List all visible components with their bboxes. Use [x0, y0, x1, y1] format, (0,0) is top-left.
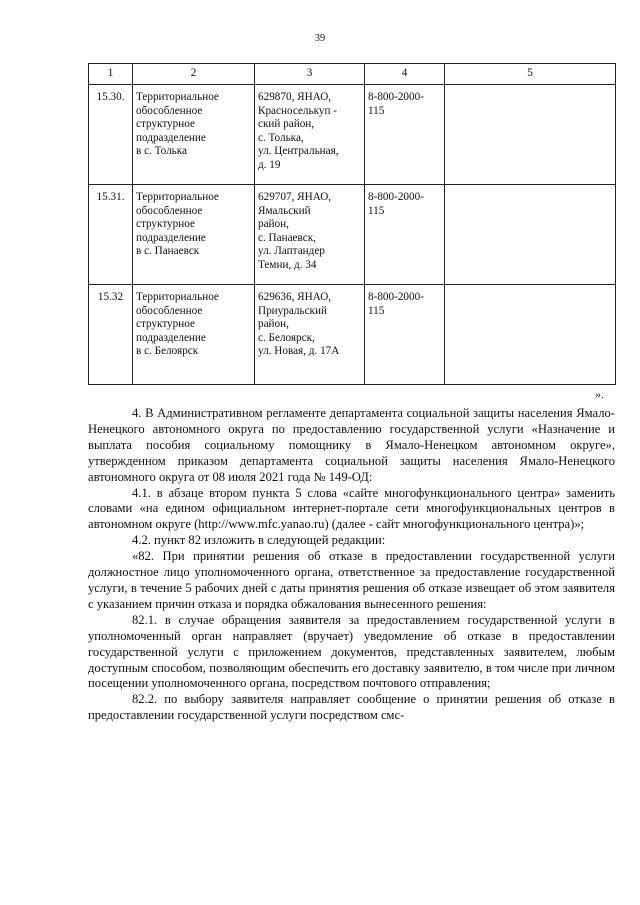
cell-line: Красноселькуп - — [258, 104, 337, 117]
cell-line: 8-800-2000- — [368, 191, 424, 203]
column-header: 1 — [89, 64, 133, 85]
cell-line: обособленное — [136, 204, 203, 217]
table-row — [89, 85, 616, 185]
cell-line: ул. Центральная, — [258, 145, 339, 158]
cell-line: Ямальский — [258, 204, 311, 217]
office-address-cell — [255, 85, 365, 185]
cell-line: 115 — [368, 204, 385, 217]
office-address-cell — [255, 185, 365, 285]
table-header-row — [89, 64, 616, 85]
column-header: 3 — [255, 64, 365, 85]
paragraph: 4.2. пункт 82 изложить в следующей редакции: — [132, 533, 386, 548]
office-phone-cell — [365, 185, 445, 285]
office-address-cell — [255, 285, 365, 385]
cell-line: с. Панаевск, — [258, 231, 316, 244]
cell-line: структурное — [136, 218, 195, 231]
office-name-cell — [133, 185, 255, 285]
cell-line: Территориальное — [136, 291, 219, 303]
column-5-cell — [445, 85, 616, 185]
cell-line: структурное — [136, 318, 195, 331]
paragraph: «82. При принятии решения об отказе в предоставлении государственной услуги должностное лицо уполномоченного органа, ответственное за предоставление государственной услуги, в течение 5 рабочих дней с даты принятия решения об отказе извещает об этом заявителя с указанием причин отказа и порядка обжалования вынесенного решения: — [88, 549, 615, 611]
cell-line: подразделение — [136, 331, 206, 344]
paragraph: 4.1. в абзаце втором пункта 5 слова «сайте многофункционального центра» заменить словами «на едином официальном интернет-портале сети многофункциональных центров в автономном округе (http://www.mfc.yanao.ru) (далее - сайт многофункционального центра)»; — [88, 485, 615, 532]
cell-line: Темни, д. 34 — [258, 258, 317, 271]
cell-line: ул. Новая, д. 17А — [258, 345, 340, 358]
table-body — [89, 85, 616, 385]
cell-line: д. 19 — [258, 158, 281, 171]
cell-line: 8-800-2000- — [368, 91, 424, 103]
cell-line: в с. Белоярск — [136, 345, 199, 358]
cell-line: Территориальное — [136, 91, 219, 103]
cell-line: 629870, ЯНАО, — [258, 91, 332, 103]
office-name-cell — [133, 285, 255, 385]
table-row — [89, 285, 616, 385]
cell-line: район, — [258, 218, 289, 231]
column-header: 5 — [445, 64, 616, 85]
cell-line: подразделение — [136, 131, 206, 144]
cell-line: 8-800-2000- — [368, 291, 424, 303]
cell-line: Территориальное — [136, 191, 219, 203]
paragraph: 4. В Административном регламенте департамента социальной защиты населения Ямало-Ненецкого автономного округа по предоставлению государственной услуги «Назначение и выплата пособия социальному помощнику в Ямало-Ненецком автономном округе», утвержденном приказом департамента социальной защиты населения Ямало-Ненецкого автономного округа от 08 июля 2021 года № 149-ОД: — [88, 406, 615, 484]
table-row — [89, 185, 616, 285]
column-5-cell — [445, 185, 616, 285]
row-number-cell: 15.30. — [89, 85, 133, 185]
cell-line: ул. Лаптандер — [258, 245, 325, 258]
cell-line: структурное — [136, 118, 195, 131]
office-phone-cell — [365, 285, 445, 385]
cell-line: Приуральский — [258, 304, 327, 317]
offices-table — [88, 63, 616, 385]
office-phone-cell — [365, 85, 445, 185]
closing-quote-mark: ». — [595, 387, 604, 401]
paragraph: 82.1. в случае обращения заявителя за предоставлением государственной услуги в уполномоченный орган направляет (вручает) уведомление об отказе в предоставлении государственной услуги с приложением документов, представленных заявителем, любым доступным способом, позволяющим обеспечить его доставку заявителю, в том числе при личном посещении уполномоченного органа, посредством почтового отправления; — [88, 612, 615, 691]
cell-line: обособленное — [136, 304, 203, 317]
column-5-cell — [445, 285, 616, 385]
cell-line: подразделение — [136, 231, 206, 244]
cell-line: 629707, ЯНАО, — [258, 191, 332, 203]
cell-line: 115 — [368, 304, 385, 317]
cell-line: обособленное — [136, 104, 203, 117]
cell-line: район, — [258, 318, 289, 331]
cell-line: с. Толька, — [258, 131, 304, 144]
cell-line: 629636, ЯНАО, — [258, 291, 332, 303]
row-number-cell: 15.31. — [89, 185, 133, 285]
cell-line: ский район, — [258, 118, 315, 131]
cell-line: в с. Толька — [136, 145, 187, 158]
paragraph: 82.2. по выбору заявителя направляет сообщение о принятии решения об отказе в предоставлении государственной услуги посредством смс- — [88, 692, 615, 723]
column-header: 4 — [365, 64, 445, 85]
page-number: 39 — [314, 33, 326, 44]
cell-line: в с. Панаевск — [136, 245, 200, 258]
cell-line: с. Белоярск, — [258, 331, 315, 344]
column-header: 2 — [133, 64, 255, 85]
body-text — [88, 406, 615, 724]
cell-line: 115 — [368, 104, 385, 117]
office-name-cell — [133, 85, 255, 185]
row-number-cell: 15.32 — [89, 285, 133, 385]
